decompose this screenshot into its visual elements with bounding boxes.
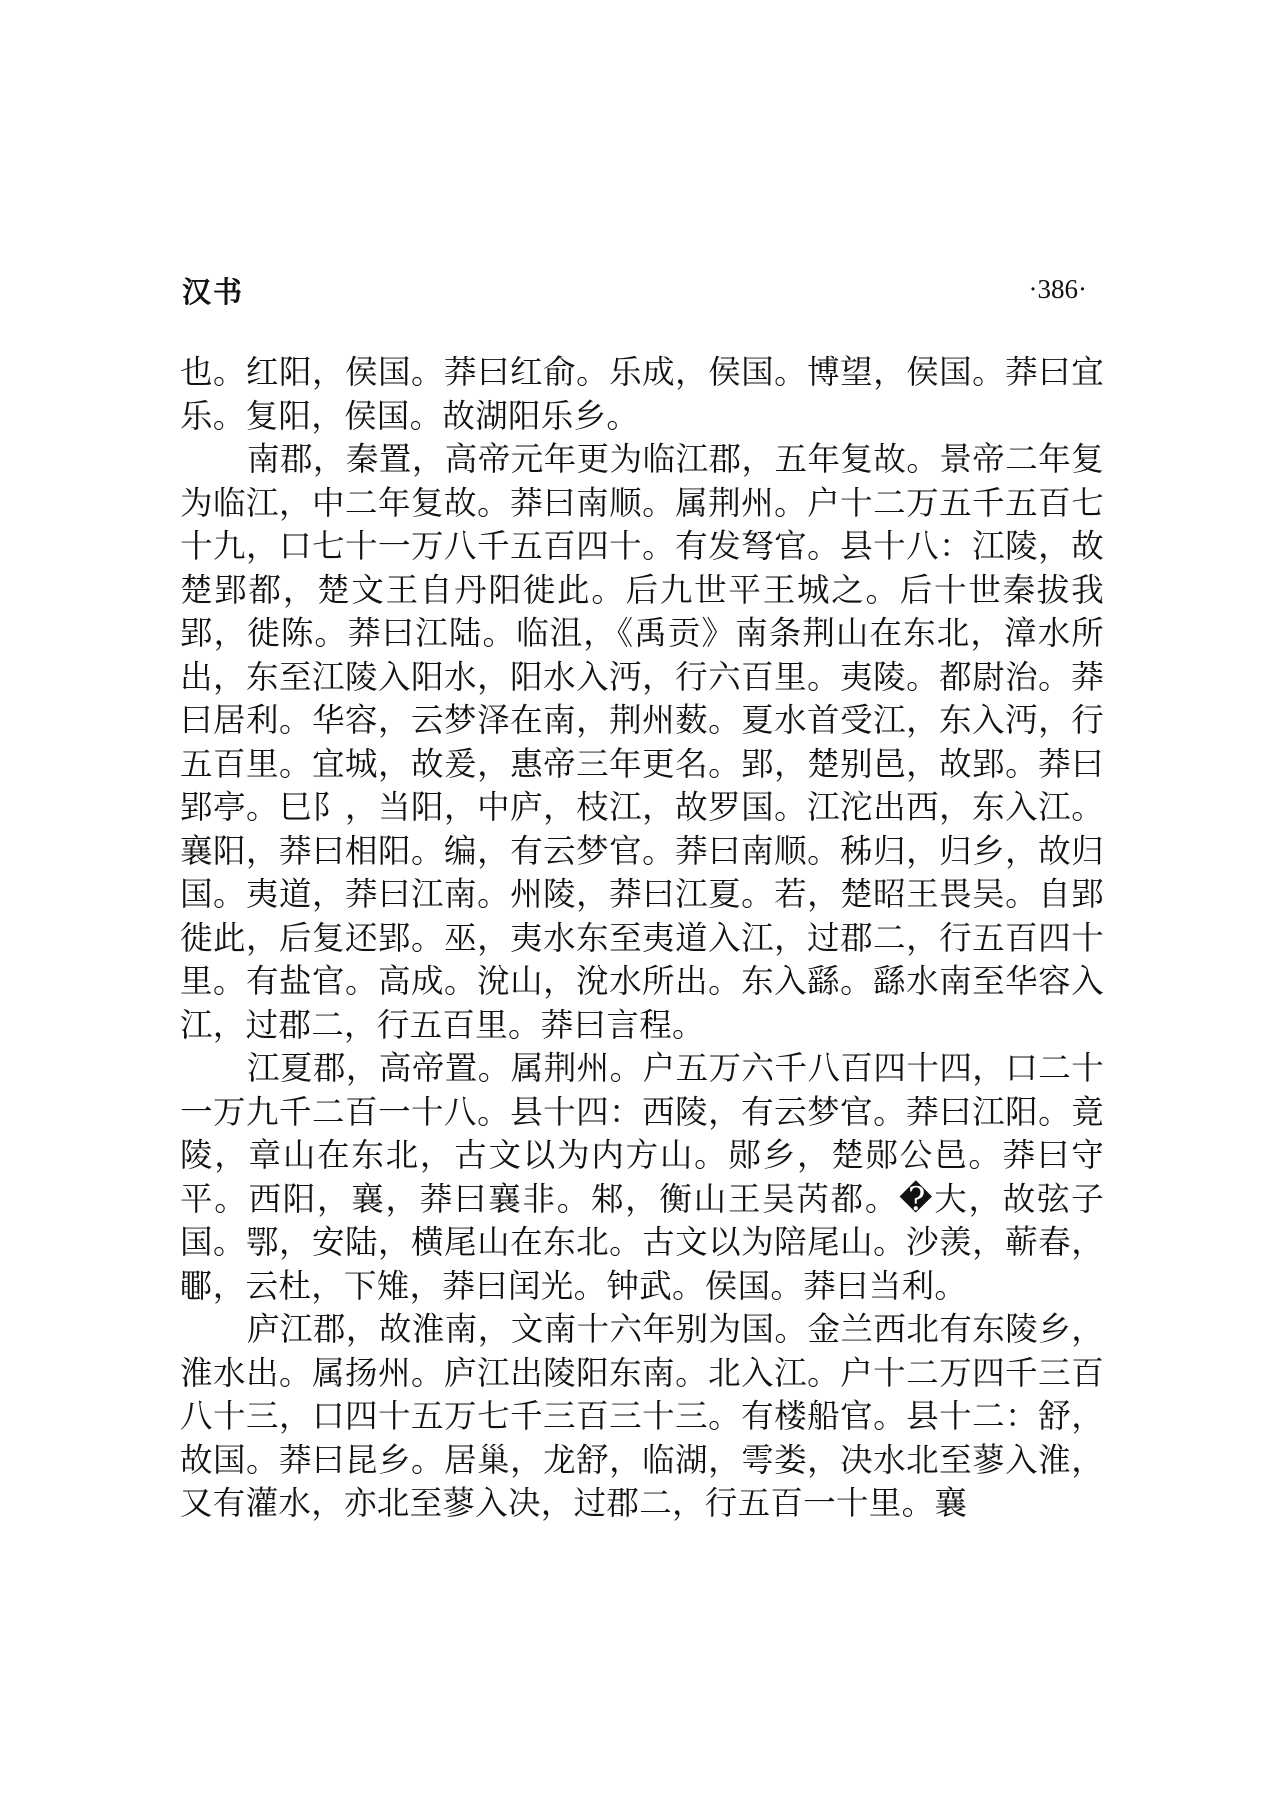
paragraph-jiangxia: 江夏郡，高帝置。属荆州。户五万六千八百四十四，口二十一万九千二百一十八。县十四：西陵，有云梦官。莽曰江阳。竟陵，章山在东北，古文以为内方山。郧乡，楚郧公邑。莽曰守平。西阳，襄，莽曰襄非。邾，衡山王吴芮都。�大，故弦子国。鄂，安陆，横尾山在东北。古文以为陪尾山。沙羡，蕲春，鄳，云杜，下雉，莽曰闰光。钟武。侯国。莽曰当利。 [180,1049,1104,1305]
paragraph-nanjun: 南郡，秦置，高帝元年更为临江郡，五年复故。景帝二年复为临江，中二年复故。莽曰南顺。属荆州。户十二万五千五百七十九，口七十一万八千五百四十。有发弩官。县十八：江陵，故楚郢都，楚文王自丹阳徙此。后九世平王城之。后十世秦拔我郢，徙陈。莽曰江陆。临沮，《禹贡》南条荆山在东北，漳水所出，东至江陵入阳水，阳水入沔，行六百里。夷陵。都尉治。莽曰居利。华容，云梦泽在南，荆州薮。夏水首受江，东入沔，行五百里。宜城，故爰，惠帝三年更名。郢，楚别邑，故郢。莽曰郢亭。巳阝，当阳，中庐，枝江，故罗国。江沱出西，东入江。襄阳，莽曰相阳。编，有云梦官。莽曰南顺。秭归，归乡，故归国。夷道，莽曰江南。州陵，莽曰江夏。若，楚昭王畏吴。自郢徙此，后复还郢。巫，夷水东至夷道入江，过郡二，行五百四十里。有盐官。高成。涗山，涗水所出。东入繇。繇水南至华容入江，过郡二，行五百里。莽曰言程。 [180,440,1104,1044]
page-number: ·386· [1028,274,1087,304]
paragraph-continuation: 也。红阳，侯国。莽曰红俞。乐成，侯国。博望，侯国。莽曰宜乐。复阳，侯国。故湖阳乐乡。 [180,353,1104,435]
running-head: 汉书 [182,275,245,309]
body-text [180,351,1104,1526]
paragraph-lujiang: 庐江郡，故淮南，文南十六年别为国。金兰西北有东陵乡，淮水出。属扬州。庐江出陵阳东南。北入江。户十二万四千三百八十三，口四十五万七千三百三十三。有楼船官。县十二：舒，故国。莽曰昆乡。居巢，龙舒，临湖，雩娄，决水北至蓼入淮，又有灌水，亦北至蓼入决，过郡二，行五百一十里。襄 [180,1310,1104,1522]
